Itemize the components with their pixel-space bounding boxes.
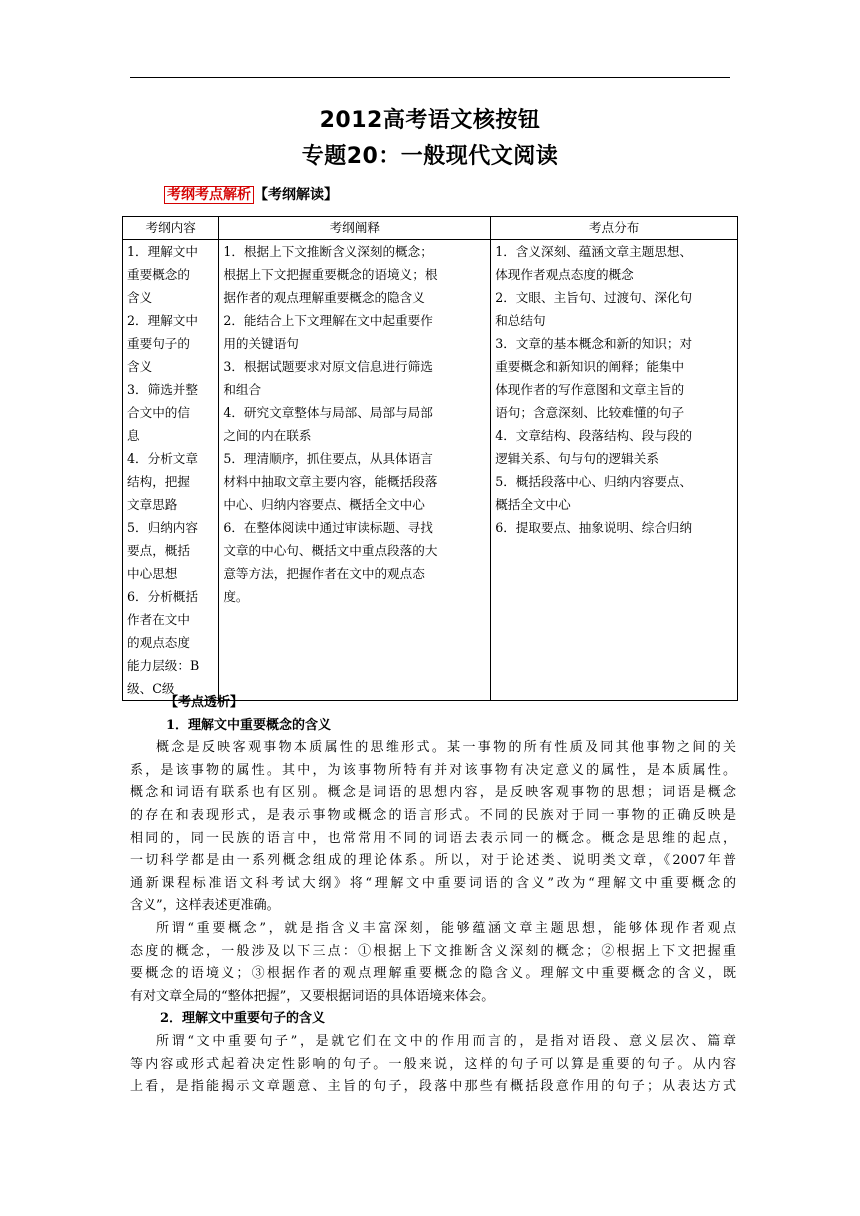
distribution-line: 语句；含意深刻、比较难懂的句子 — [495, 405, 685, 420]
content-line: 要点，概括 — [127, 543, 190, 558]
content-line: 1．理解文中 — [127, 244, 198, 259]
explanation-line: 5．理清顺序，抓住要点，从具体语言 — [223, 451, 433, 466]
distribution-line: 重要概念和新知识的阐释；能集中 — [495, 359, 685, 374]
analysis-section-title: 【考点透析】 — [165, 695, 244, 710]
paragraph-line: 态度的概念，一般涉及以下三点：①根据上下文推断含义深刻的概念；②根据上下文把握重 — [130, 943, 736, 959]
content-line: 含义 — [127, 290, 153, 305]
section-label — [164, 185, 338, 205]
document-subtitle: 专题20：一般现代文阅读 — [301, 144, 559, 169]
distribution-line: 2．文眼、主旨句、过渡句、深化句 — [495, 290, 693, 305]
paragraph-line: 的存在和表现形式，是表示事物或概念的语言形式。不同的民族对于同一事物的正确反映是 — [130, 807, 736, 823]
boxed-section-label: 考纲考点解析 — [164, 186, 254, 204]
explanation-line: 6．在整体阅读中通过审读标题、寻找 — [223, 520, 433, 535]
content-line: 3．筛选并整 — [127, 382, 198, 397]
explanation-line: 1．根据上下文推断含义深刻的概念； — [223, 244, 433, 259]
explanation-line: 意等方法，把握作者在文中的观点态 — [223, 566, 425, 581]
content-line: 结构，把握 — [127, 474, 190, 489]
paragraph-line: 有对文章全局的“整体把握”，又要根据词语的具体语境来体会。 — [130, 988, 495, 1004]
table-header-content: 考纲内容 — [123, 217, 219, 240]
distribution-line: 5．概括段落中心、归纳内容要点、 — [495, 474, 693, 489]
content-line: 作者在文中 — [127, 612, 190, 627]
explanation-line: 2．能结合上下文理解在文中起重要作 — [223, 313, 433, 328]
content-line: 中心思想 — [127, 566, 178, 581]
table-header-row — [123, 217, 738, 240]
paragraph-line: 要概念的语境义；③根据作者的观点理解重要概念的隐含义。理解文中重要概念的含义，既 — [130, 966, 736, 982]
header-rule — [130, 77, 730, 78]
explanation-line: 文章的中心句、概括文中重点段落的大 — [223, 543, 438, 558]
paragraph-line: 含义”，这样表述更准确。 — [130, 898, 280, 914]
distribution-line: 和总结句 — [495, 313, 546, 328]
paragraph-line: 相同的，同一民族的语言中，也常常用不同的词语去表示同一的概念。概念是思维的起点， — [130, 830, 736, 846]
explanation-line: 4．研究文章整体与局部、局部与局部 — [223, 405, 433, 420]
explanation-line: 之间的内在联系 — [223, 428, 312, 443]
paragraph-line: 概念是反映客观事物本质属性的思维形式。某一事物的所有性质及同其他事物之间的关 — [156, 740, 736, 756]
explanation-line: 中心、归纳内容要点、概括全文中心 — [223, 497, 425, 512]
distribution-line: 体现作者的写作意图和文章主旨的 — [495, 382, 685, 397]
content-line: 能力层级：B — [127, 658, 200, 673]
explanation-line: 用的关键语句 — [223, 336, 299, 351]
table-cell-content — [123, 240, 219, 701]
paragraph-line: 系，是该事物的属性。其中，为该事物所特有并对该事物有决定意义的属性，是本质属性。 — [130, 762, 736, 778]
distribution-line: 6．提取要点、抽象说明、综合归纳 — [495, 520, 693, 535]
content-line: 含义 — [127, 359, 153, 374]
paragraph-line: 所谓“文中重要句子”，是就它们在文中的作用而言的，是指对语段、意义层次、篇章 — [156, 1033, 736, 1049]
syllabus-table — [122, 216, 738, 701]
content-line: 文章思路 — [127, 497, 178, 512]
heading-sentences: 2．理解文中重要句子的含义 — [160, 1011, 326, 1027]
paragraph-line: 上看，是指能揭示文章题意、主旨的句子，段落中那些有概括段意作用的句子；从表达方式 — [130, 1079, 736, 1095]
paragraph-line: 通新课程标准语文科考试大纲》将“理解文中重要词语的含义”改为“理解文中重要概念的 — [130, 875, 736, 891]
content-line: 重要概念的 — [127, 267, 190, 282]
distribution-line: 逻辑关系、句与句的逻辑关系 — [495, 451, 659, 466]
explanation-line: 根据上下文把握重要概念的语境义；根 — [223, 267, 438, 282]
distribution-line: 4．文章结构、段落结构、段与段的 — [495, 428, 693, 443]
content-line: 6．分析概括 — [127, 589, 198, 604]
content-line: 息 — [127, 428, 140, 443]
explanation-line: 材料中抽取文章主要内容，能概括段落 — [223, 474, 438, 489]
distribution-line: 1．含义深刻、蕴涵文章主题思想、 — [495, 244, 693, 259]
table-cell-explanation — [219, 240, 491, 701]
content-line: 的观点态度 — [127, 635, 190, 650]
explanation-line: 和组合 — [223, 382, 262, 397]
content-line: 5．归纳内容 — [127, 520, 198, 535]
table-header-explanation: 考纲阐释 — [219, 217, 491, 240]
distribution-line: 概括全文中心 — [495, 497, 571, 512]
table-header-distribution: 考点分布 — [491, 217, 738, 240]
table-cell-distribution — [491, 240, 738, 701]
paragraph-line: 所谓“重要概念”，就是指含义丰富深刻，能够蕴涵文章主题思想，能够体现作者观点 — [156, 920, 736, 936]
content-line: 2．理解文中 — [127, 313, 198, 328]
table-row — [123, 240, 738, 701]
bracket-section-label: 【考纲解读】 — [254, 187, 338, 203]
distribution-line: 体现作者观点态度的概念 — [495, 267, 634, 282]
explanation-line: 度。 — [223, 589, 249, 604]
paragraph-concepts — [130, 737, 736, 918]
distribution-line: 3．文章的基本概念和新的知识；对 — [495, 336, 693, 351]
paragraph-line: 等内容或形式起着决定性影响的句子。一般来说，这样的句子可以算是重要的句子。从内容 — [130, 1056, 736, 1072]
paragraph-line: 一切科学都是由一系列概念组成的理论体系。所以，对于论述类、说明类文章，《2007年普 — [130, 853, 736, 869]
document-title: 2012高考语文核按钮 — [319, 108, 541, 133]
explanation-line: 据作者的观点理解重要概念的隐含义 — [223, 290, 425, 305]
paragraph-key-concepts — [130, 918, 736, 1008]
heading-concepts: 1．理解文中重要概念的含义 — [166, 717, 332, 733]
content-line: 重要句子的 — [127, 336, 190, 351]
explanation-line: 3．根据试题要求对原文信息进行筛选 — [223, 359, 433, 374]
paragraph-line: 概念和词语有联系也有区别。概念是词语的思想内容，是反映客观事物的思想；词语是概念 — [130, 785, 736, 801]
content-line: 4．分析文章 — [127, 451, 198, 466]
content-line: 级、C级 — [127, 681, 175, 696]
paragraph-key-sentences — [130, 1031, 736, 1099]
content-line: 合文中的信 — [127, 405, 190, 420]
analysis-body — [130, 692, 736, 1099]
